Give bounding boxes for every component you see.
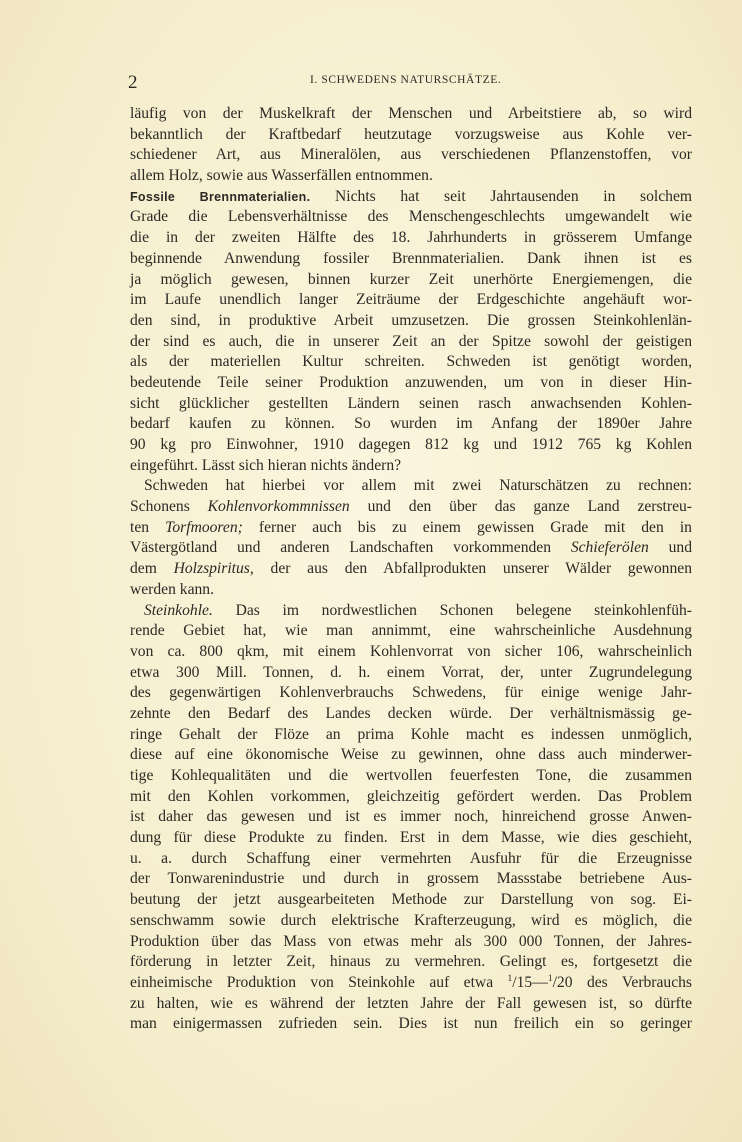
- text-line: den sind, in produktive Arbeit umzusetzen. Die grossen Steinkohlenlän-: [130, 311, 692, 329]
- text-line: zehnte den Bedarf des Landes decken würde. Der verhältnismässig ge-: [130, 704, 692, 722]
- italic-term: Schieferölen: [570, 539, 649, 557]
- text-line: als der materiellen Kultur schreiten. Schweden ist genötigt worden,: [130, 353, 692, 371]
- running-head: I. SCHWEDENS NATURSCHÄTZE.: [310, 74, 502, 86]
- page-number: 2: [128, 72, 138, 93]
- text-line: beutung der jetzt ausgearbeiteten Methode zur Darstellung von sog. Ei-: [130, 891, 692, 909]
- text-line: des gegenwärtigen Kohlenverbrauchs Schwedens, für einige wenige Jahr-: [130, 684, 692, 702]
- text-span: Schonens: [130, 498, 190, 516]
- text-span: dem: [130, 560, 157, 578]
- fraction-one-twentieth: [548, 974, 573, 991]
- fraction-denominator: /15: [512, 973, 533, 991]
- text-line: Produktion über das Mass von etwas mehr als 300 000 Tonnen, der Jahres-: [130, 932, 692, 950]
- text-line: etwa 300 Mill. Tonnen, d. h. einem Vorrat, der, unter Zugrundelegung: [130, 663, 692, 681]
- text-line: der sind es auch, die in unserer Zeit an der Spitze sowohl der geistigen: [130, 332, 692, 350]
- section-heading-steinkohle: Steinkohle.: [144, 601, 213, 619]
- text-line: bedarf kaufen zu können. So wurden im Anfang der 1890er Jahre: [130, 415, 692, 433]
- text-line: [130, 497, 692, 518]
- text-line: allem Holz, sowie aus Wasserfällen entnommen.: [130, 167, 433, 185]
- text-line: die in der zweiten Hälfte des 18. Jahrhunderts in grösserem Umfange: [130, 229, 692, 247]
- fraction-one-fifteenth: [508, 974, 533, 991]
- text-line: [130, 973, 692, 994]
- text-line: [130, 559, 692, 580]
- text-line: mit den Kohlen vorkommen, gleichzeitig gefördert werden. Das Problem: [130, 787, 692, 805]
- fraction-denominator: /20: [552, 973, 573, 991]
- text-line: ja möglich gewesen, binnen kurzer Zeit unerhörte Energiemengen, die: [130, 270, 692, 288]
- text-span: Das im nordwestlichen Schonen belegene steinkohlenfüh-: [235, 601, 692, 619]
- italic-term: Kohlenvorkommnissen: [207, 498, 350, 516]
- text-line: bekanntlich der Kraftbedarf heutzutage vorzugsweise aus Kohle ver-: [130, 125, 692, 143]
- text-line: 90 kg pro Einwohner, 1910 dagegen 812 kg und 1912 765 kg Kohlen: [130, 436, 692, 453]
- body-text: [130, 104, 692, 1035]
- text-line: werden kann.: [130, 580, 214, 598]
- text-line: Grade die Lebensverhältnisse des Menschengeschlechts umgewandelt wie: [130, 208, 692, 226]
- text-span: und den über das ganze Land zerstreu-: [367, 498, 692, 516]
- fraction-numerator: 1: [507, 973, 513, 984]
- text-line: [130, 601, 692, 622]
- text-line: eingeführt. Lässt sich hieran nichts ändern?: [130, 456, 402, 474]
- text-line: bedeutende Teile seiner Produktion anzuwenden, um von in dieser Hin-: [130, 373, 692, 391]
- fraction-dash: —: [532, 973, 548, 991]
- text-line: rende Gebiet hat, wie man annimmt, eine wahrscheinliche Ausdehnung: [130, 622, 692, 640]
- text-line: förderung in letzter Zeit, hinaus zu vermehren. Gelingt es, fortgesetzt die: [130, 953, 692, 971]
- text-span: und: [668, 539, 692, 557]
- text-line: zu halten, wie es während der letzten Jahre der Fall gewesen ist, so dürfte: [130, 994, 692, 1012]
- text-line: senschwamm sowie durch elektrische Krafterzeugung, wird es möglich, die: [130, 911, 692, 929]
- text-span: des Verbrauchs: [586, 973, 693, 991]
- text-line: [130, 538, 692, 559]
- text-line: der Tonwarenindustrie und durch in grossem Massstabe betriebene Aus-: [130, 870, 692, 888]
- text-line: diese auf eine ökonomische Weise zu gewinnen, ohne dass auch minderwer-: [130, 746, 692, 764]
- text-span: ten: [130, 518, 150, 536]
- text-line: [130, 518, 692, 539]
- text-line: sicht glücklicher gestellten Ländern seinen rasch anwachsenden Kohlen-: [130, 394, 692, 412]
- text-span: der aus den Abfallprodukten unserer Wälder gewonnen: [270, 560, 692, 578]
- text-line: [130, 187, 692, 208]
- text-span: Västergötland und anderen Landschaften vorkommenden: [130, 539, 552, 557]
- section-heading-fossile-brennmaterialien: Fossile Brennmaterialien.: [130, 189, 311, 204]
- text-line: man einigermassen zufrieden sein. Dies ist nun freilich ein so geringer: [130, 1015, 692, 1033]
- text-line: u. a. durch Schaffung einer vermehrten Ausfuhr für die Erzeugnisse: [130, 849, 692, 867]
- text-line: tige Kohlequalitäten und die wertvollen feuerfesten Tone, die zusammen: [130, 767, 692, 784]
- fraction-numerator: 1: [547, 973, 553, 984]
- text-line: schiedener Art, aus Mineralölen, aus verschiedenen Pflanzenstoffen, vor: [130, 146, 692, 164]
- text-line: dung für diese Produkte zu finden. Erst in dem Masse, wie dies geschieht,: [130, 829, 692, 847]
- text-line: beginnende Anwendung fossiler Brennmaterialien. Dank ihnen ist es: [130, 249, 692, 267]
- text-span: Nichts hat seit Jahrtausenden in solchem: [335, 187, 693, 205]
- italic-term: Torfmooren;: [165, 518, 243, 536]
- text-line: im Laufe unendlich langer Zeiträume der Erdgeschichte angehäuft wor-: [130, 291, 692, 309]
- text-span: ferner auch bis zu einem gewissen Grade mit den in: [258, 518, 692, 536]
- text-span: einheimische Produktion von Steinkohle auf etwa: [130, 973, 494, 991]
- text-line: läufig von der Muskelkraft der Menschen und Arbeitstiere ab, so wird: [130, 105, 692, 122]
- italic-term: Holzspiritus,: [173, 560, 254, 578]
- text-line: ist daher das gewesen und ist es immer noch, hinreichend grosse Anwen-: [130, 808, 692, 826]
- text-line: Schweden hat hierbei vor allem mit zwei Naturschätzen zu rechnen:: [144, 477, 692, 495]
- text-line: ringe Gehalt der Flöze an prima Kohle macht es indessen unmöglich,: [130, 725, 692, 743]
- page-header: [128, 68, 690, 92]
- text-line: von ca. 800 qkm, mit einem Kohlenvorrat von sicher 106, wahrscheinlich: [130, 642, 692, 660]
